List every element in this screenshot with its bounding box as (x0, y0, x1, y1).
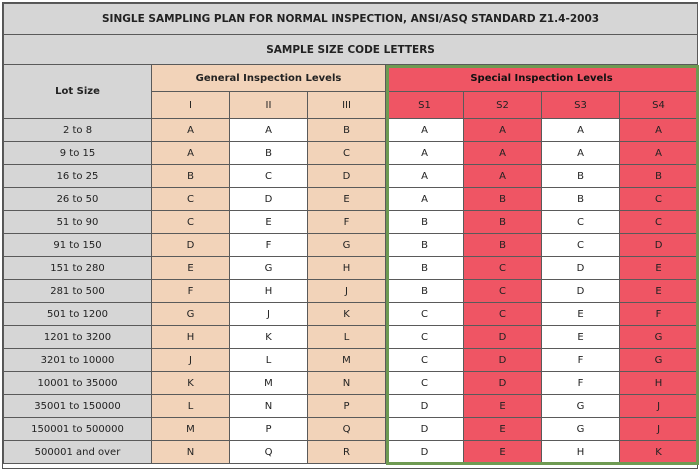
general-levels-header: General Inspection Levels (152, 65, 386, 92)
code-cell-ii: Q (230, 441, 308, 464)
lot-size-cell: 1201 to 3200 (4, 326, 152, 349)
table-row (4, 188, 698, 211)
code-cell-i: F (152, 280, 230, 303)
code-cell-i: N (152, 441, 230, 464)
code-cell-s1: B (386, 257, 464, 280)
code-cell-s4: G (620, 326, 698, 349)
code-cell-i: C (152, 188, 230, 211)
lot-size-cell: 35001 to 150000 (4, 395, 152, 418)
code-cell-ii: M (230, 372, 308, 395)
lot-size-cell: 91 to 150 (4, 234, 152, 257)
code-cell-s1: A (386, 188, 464, 211)
sampling-plan-table (3, 3, 698, 464)
code-cell-i: M (152, 418, 230, 441)
code-cell-s4: F (620, 303, 698, 326)
table-row (4, 119, 698, 142)
code-cell-s2: C (464, 303, 542, 326)
code-cell-iii: R (308, 441, 386, 464)
code-cell-i: H (152, 326, 230, 349)
code-cell-iii: M (308, 349, 386, 372)
lot-size-cell: 3201 to 10000 (4, 349, 152, 372)
code-cell-s3: F (542, 349, 620, 372)
lot-size-cell: 9 to 15 (4, 142, 152, 165)
level-header-i: I (152, 92, 230, 119)
code-cell-s2: A (464, 119, 542, 142)
code-cell-s1: D (386, 418, 464, 441)
code-cell-ii: K (230, 326, 308, 349)
code-cell-s1: D (386, 395, 464, 418)
lot-size-cell: 500001 and over (4, 441, 152, 464)
code-cell-ii: E (230, 211, 308, 234)
code-cell-s3: H (542, 441, 620, 464)
code-cell-s4: J (620, 418, 698, 441)
code-cell-i: A (152, 119, 230, 142)
code-cell-ii: D (230, 188, 308, 211)
table-subtitle: SAMPLE SIZE CODE LETTERS (4, 35, 698, 65)
code-cell-iii: J (308, 280, 386, 303)
code-cell-s3: F (542, 372, 620, 395)
code-cell-s1: B (386, 280, 464, 303)
code-cell-s3: E (542, 303, 620, 326)
code-cell-iii: K (308, 303, 386, 326)
code-cell-s1: C (386, 349, 464, 372)
code-cell-ii: A (230, 119, 308, 142)
lot-size-cell: 150001 to 500000 (4, 418, 152, 441)
code-cell-ii: G (230, 257, 308, 280)
code-cell-ii: B (230, 142, 308, 165)
code-cell-s3: E (542, 326, 620, 349)
code-cell-ii: P (230, 418, 308, 441)
code-cell-s4: E (620, 280, 698, 303)
code-cell-iii: C (308, 142, 386, 165)
code-cell-s4: H (620, 372, 698, 395)
code-cell-s1: A (386, 142, 464, 165)
code-cell-i: L (152, 395, 230, 418)
lot-size-header: Lot Size (4, 65, 152, 119)
table-row (4, 280, 698, 303)
table-row (4, 326, 698, 349)
code-cell-s4: G (620, 349, 698, 372)
code-cell-s1: B (386, 234, 464, 257)
code-cell-s4: E (620, 257, 698, 280)
code-cell-iii: E (308, 188, 386, 211)
code-cell-s2: D (464, 372, 542, 395)
code-cell-s3: D (542, 257, 620, 280)
lot-size-cell: 281 to 500 (4, 280, 152, 303)
code-cell-s2: B (464, 234, 542, 257)
table-title: SINGLE SAMPLING PLAN FOR NORMAL INSPECTION, ANSI/ASQ STANDARD Z1.4-2003 (4, 4, 698, 35)
lot-size-cell: 501 to 1200 (4, 303, 152, 326)
level-header-s1: S1 (386, 92, 464, 119)
level-header-ii: II (230, 92, 308, 119)
code-cell-s1: B (386, 211, 464, 234)
code-cell-s3: G (542, 418, 620, 441)
code-cell-s1: A (386, 119, 464, 142)
code-cell-iii: F (308, 211, 386, 234)
code-cell-s1: C (386, 303, 464, 326)
code-cell-i: D (152, 234, 230, 257)
code-cell-i: J (152, 349, 230, 372)
code-cell-s4: C (620, 211, 698, 234)
code-cell-s3: A (542, 119, 620, 142)
code-cell-s2: E (464, 418, 542, 441)
code-cell-iii: Q (308, 418, 386, 441)
special-levels-header: Special Inspection Levels (386, 65, 698, 92)
code-cell-s2: A (464, 165, 542, 188)
code-cell-s2: D (464, 349, 542, 372)
code-cell-ii: H (230, 280, 308, 303)
code-cell-i: G (152, 303, 230, 326)
code-cell-i: E (152, 257, 230, 280)
code-cell-ii: F (230, 234, 308, 257)
code-cell-s4: A (620, 119, 698, 142)
code-cell-s1: C (386, 372, 464, 395)
code-cell-iii: H (308, 257, 386, 280)
code-cell-iii: B (308, 119, 386, 142)
table-row (4, 234, 698, 257)
code-cell-s2: B (464, 211, 542, 234)
code-cell-s2: C (464, 280, 542, 303)
code-cell-s3: A (542, 142, 620, 165)
code-cell-ii: N (230, 395, 308, 418)
code-cell-s4: J (620, 395, 698, 418)
code-cell-ii: C (230, 165, 308, 188)
lot-size-cell: 26 to 50 (4, 188, 152, 211)
code-cell-s2: B (464, 188, 542, 211)
code-cell-s3: B (542, 188, 620, 211)
lot-size-cell: 2 to 8 (4, 119, 152, 142)
code-cell-iii: P (308, 395, 386, 418)
lot-size-cell: 10001 to 35000 (4, 372, 152, 395)
code-cell-i: K (152, 372, 230, 395)
table-row (4, 165, 698, 188)
code-cell-s3: C (542, 211, 620, 234)
code-cell-s3: C (542, 234, 620, 257)
code-cell-iii: L (308, 326, 386, 349)
code-cell-s2: E (464, 441, 542, 464)
table-row (4, 418, 698, 441)
code-cell-s4: K (620, 441, 698, 464)
code-cell-s3: B (542, 165, 620, 188)
code-cell-s3: D (542, 280, 620, 303)
code-cell-i: B (152, 165, 230, 188)
code-cell-s3: G (542, 395, 620, 418)
table-row (4, 395, 698, 418)
code-cell-ii: L (230, 349, 308, 372)
code-cell-s2: C (464, 257, 542, 280)
code-cell-iii: N (308, 372, 386, 395)
lot-size-cell: 16 to 25 (4, 165, 152, 188)
code-cell-s2: E (464, 395, 542, 418)
code-cell-s4: C (620, 188, 698, 211)
level-header-iii: III (308, 92, 386, 119)
sampling-plan-sheet (2, 2, 698, 469)
lot-size-cell: 151 to 280 (4, 257, 152, 280)
code-cell-iii: D (308, 165, 386, 188)
code-cell-i: A (152, 142, 230, 165)
code-cell-s1: A (386, 165, 464, 188)
code-cell-s4: A (620, 142, 698, 165)
table-row (4, 211, 698, 234)
table-row (4, 303, 698, 326)
table-row (4, 441, 698, 464)
code-cell-s2: A (464, 142, 542, 165)
code-cell-s1: C (386, 326, 464, 349)
table-row (4, 372, 698, 395)
table-row (4, 349, 698, 372)
code-cell-s1: D (386, 441, 464, 464)
level-header-s2: S2 (464, 92, 542, 119)
code-cell-ii: J (230, 303, 308, 326)
lot-size-cell: 51 to 90 (4, 211, 152, 234)
code-cell-s2: D (464, 326, 542, 349)
level-header-s3: S3 (542, 92, 620, 119)
code-cell-s4: D (620, 234, 698, 257)
code-cell-i: C (152, 211, 230, 234)
level-header-s4: S4 (620, 92, 698, 119)
table-row (4, 257, 698, 280)
table-row (4, 142, 698, 165)
code-cell-iii: G (308, 234, 386, 257)
code-cell-s4: B (620, 165, 698, 188)
